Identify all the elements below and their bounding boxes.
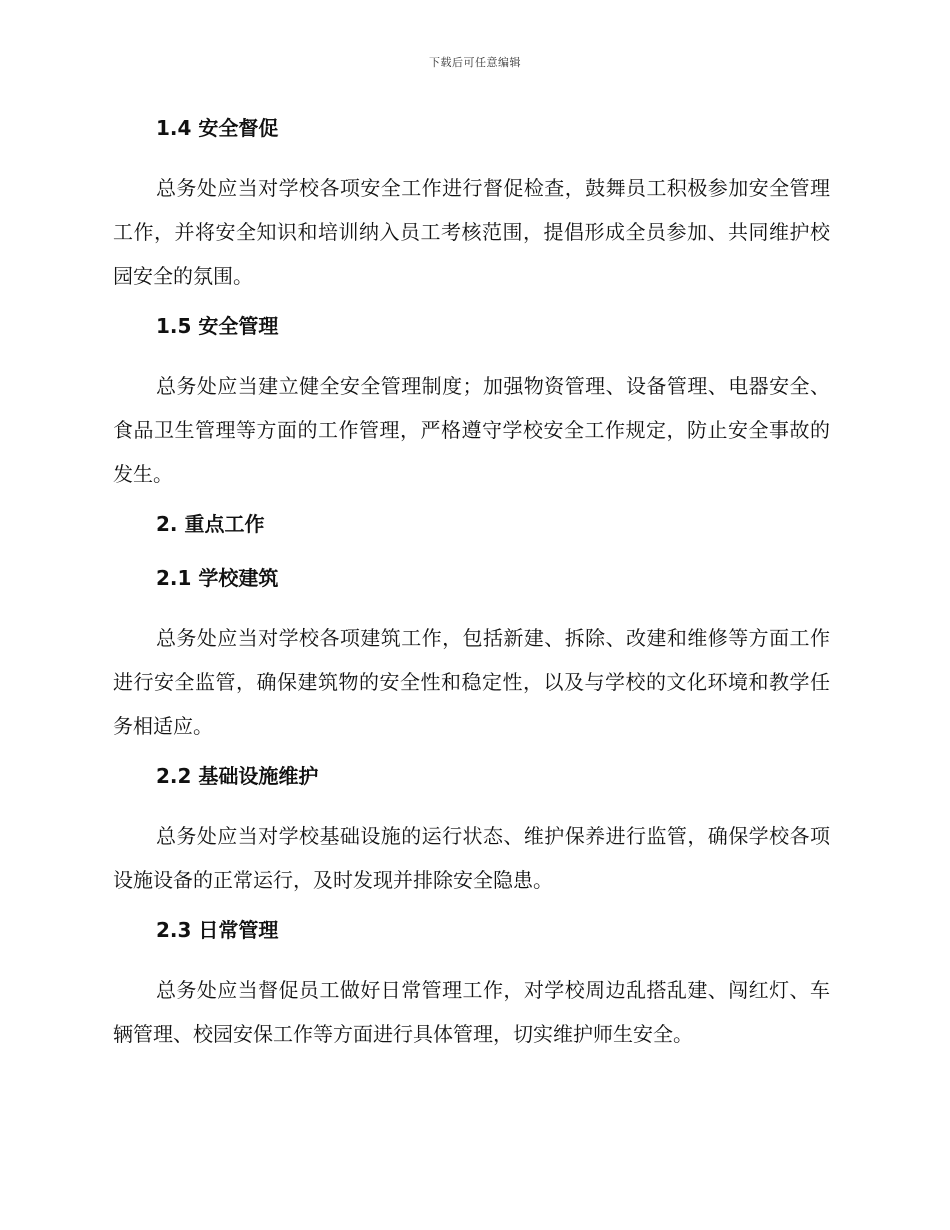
section-paragraph: 总务处应当督促员工做好日常管理工作，对学校周边乱搭乱建、闯红灯、车辆管理、校园安保工作等方面进行具体管理，切实维护师生安全。 [113,978,830,1046]
page-header-note: 下载后可任意编辑 [429,56,521,69]
section-heading: 2.3 日常管理 [156,918,279,942]
section-heading: 1.5 安全管理 [156,314,279,338]
section-paragraph: 总务处应当对学校各项安全工作进行督促检查，鼓舞员工积极参加安全管理工作，并将安全知识和培训纳入员工考核范围，提倡形成全员参加、共同维护校园安全的氛围。 [113,176,830,288]
section-paragraph: 总务处应当对学校各项建筑工作，包括新建、拆除、改建和维修等方面工作进行安全监管，确保建筑物的安全性和稳定性，以及与学校的文化环境和教学任务相适应。 [113,626,830,738]
section-paragraph: 总务处应当对学校基础设施的运行状态、维护保养进行监管，确保学校各项设施设备的正常运行，及时发现并排除安全隐患。 [113,824,830,892]
section-heading: 2.2 基础设施维护 [156,764,319,788]
section-heading: 2. 重点工作 [156,512,265,536]
section-heading: 1.4 安全督促 [156,116,279,140]
document-body [113,112,830,1056]
section-heading: 2.1 学校建筑 [156,566,279,590]
section-paragraph: 总务处应当建立健全安全管理制度；加强物资管理、设备管理、电器安全、食品卫生管理等方面的工作管理，严格遵守学校安全工作规定，防止安全事故的发生。 [113,374,830,486]
